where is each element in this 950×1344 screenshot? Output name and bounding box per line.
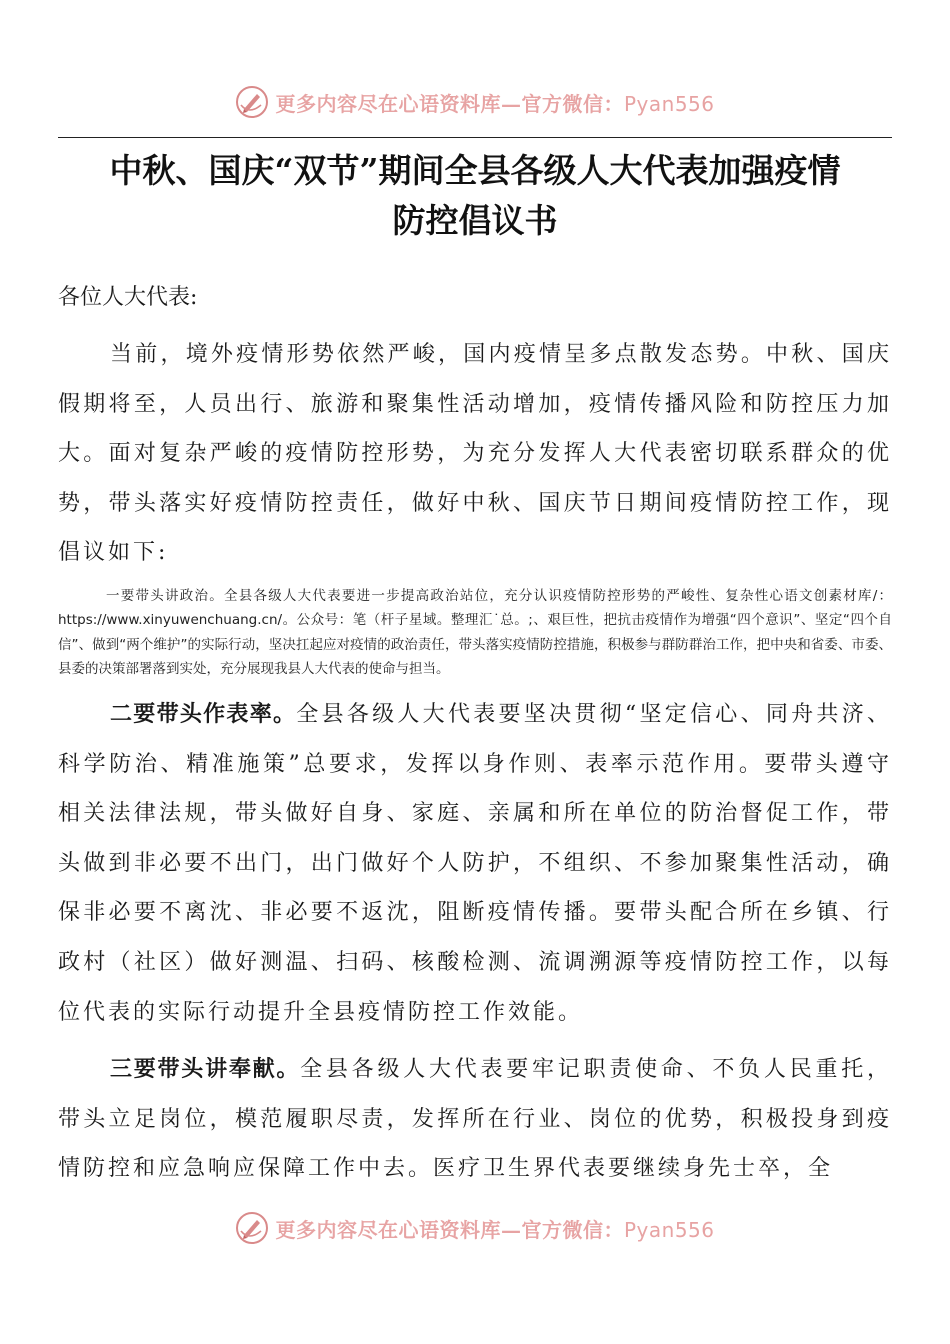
title-line-1: 中秋、国庆“双节”期间全县各级人大代表加强疫情: [109, 151, 841, 190]
page-title: [58, 146, 892, 246]
section-3-paragraph: [58, 1045, 892, 1194]
intro-paragraph: 当前，境外疫情形势依然严峻，国内疫情呈多点散发态势。中秋、国庆假期将至，人员出行、旅游和聚集性活动增加，疫情传播风险和防控压力加大。面对复杂严峻的疫情防控形势，为充分发挥人大代表密切联系群众的优势，带头落实好疫情防控责任，做好中秋、国庆节日期间疫情防控工作，现倡议如下:: [58, 342, 892, 566]
section-3-body: 全县各级人大代表要牢记职责使命、不负人民重托，带头立足岗位，模范履职尽责，发挥所在行业、岗位的优势，积极投身到疫情防控和应急响应保障工作中去。医疗卫生界代表要继续身先士卒，全: [58, 1057, 892, 1182]
section-2-lead: 二要带头作表率。: [110, 701, 297, 727]
pen-logo-icon: [235, 85, 269, 119]
watermark-text: 更多内容尽在心语资料库—官方微信：Pyan556: [275, 91, 715, 116]
title-line-2: 防控倡议书: [392, 201, 558, 240]
header-divider: [58, 137, 892, 138]
section-1-paragraph: 一要带头讲政治。全县各级人大代表要进一步提高政治站位，充分认识疫情防控形势的严峻性、复杂性心语文创素材库/：https://www.xinyuwenchuang.cn/。公众号：笔（杆子星域。整理汇˙总。;、艰巨性，把抗击疫情作为增强“四个意识”、坚定“四个自信”、做到“两个维护”的实际行动，坚决扛起应对疫情的政治责任，带头落实疫情防控措施，积极参与群防群治工作，把中央和省委、市委、县委的决策部署落到实处，充分展现我县人大代表的使命与担当。: [58, 587, 892, 678]
watermark-header: [0, 82, 950, 122]
watermark-text: 更多内容尽在心语资料库—官方微信：Pyan556: [275, 1217, 715, 1242]
document-body: [58, 278, 892, 1194]
watermark-footer: [0, 1208, 950, 1248]
section-2-paragraph: [58, 690, 892, 1037]
salutation: 各位人大代表:: [58, 285, 198, 310]
pen-logo-icon: [235, 1211, 269, 1245]
section-2-body: 全县各级人大代表要坚决贯彻“坚定信心、同舟共济、科学防治、精准施策”总要求，发挥以身作则、表率示范作用。要带头遵守相关法律法规，带头做好自身、家庭、亲属和所在单位的防治督促工作，带头做到非必要不出门，出门做好个人防护，不组织、不参加聚集性活动，确保非必要不离沈、非必要不返沈，阻断疫情传播。要带头配合所在乡镇、行政村（社区）做好测温、扫码、核酸检测、流调溯源等疫情防控工作，以每位代表的实际行动提升全县疫情防控工作效能。: [58, 701, 892, 1025]
section-3-lead: 三要带头讲奉献。: [110, 1057, 301, 1083]
